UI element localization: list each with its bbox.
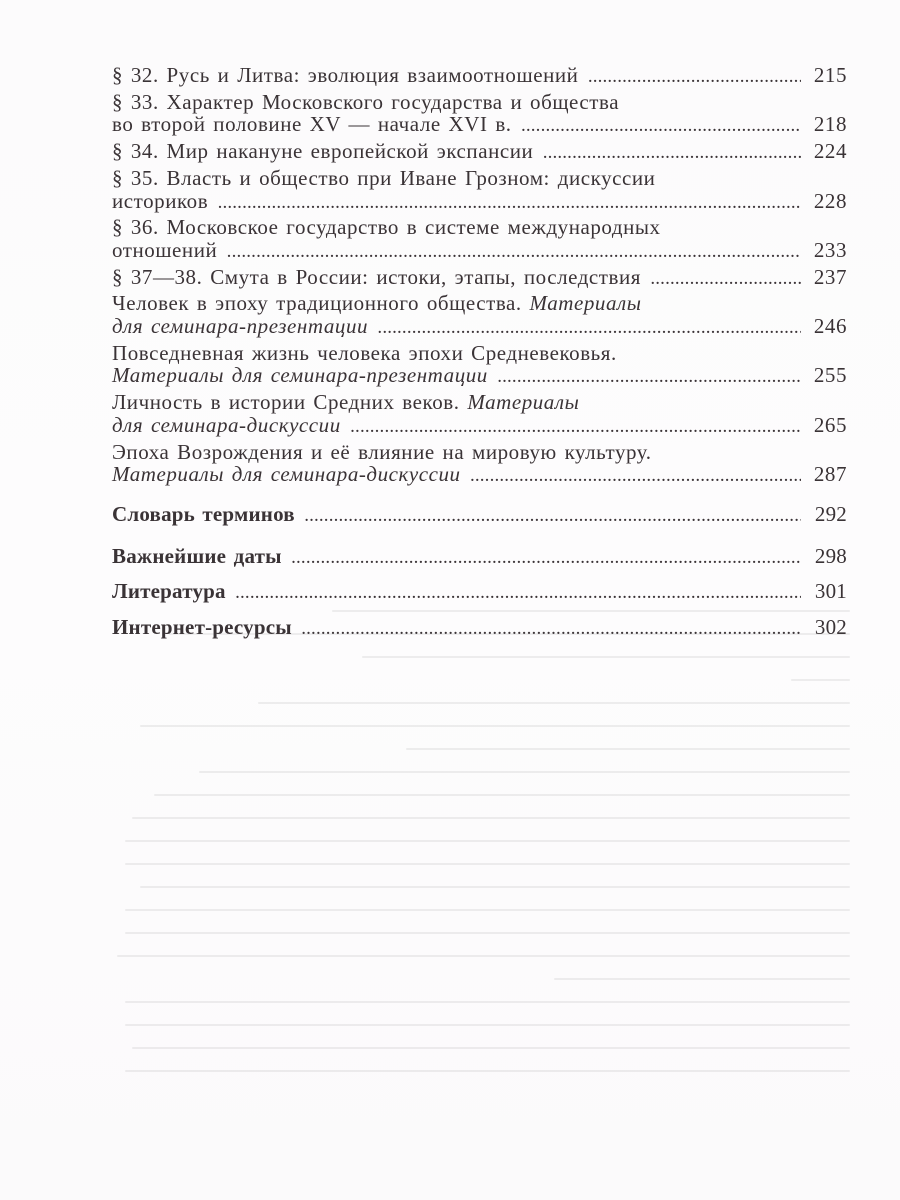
toc-entry-title — [112, 391, 579, 414]
bleed-line — [125, 840, 850, 842]
toc-entry-title: Важнейшие даты — [112, 543, 282, 568]
dot-leader — [651, 270, 801, 293]
toc-entry-33[interactable] — [112, 91, 847, 140]
dot-leader — [543, 144, 801, 167]
bleed-line — [125, 863, 850, 865]
toc-entry-32[interactable] — [112, 64, 847, 91]
toc-line — [112, 364, 847, 391]
bleed-line — [125, 909, 850, 911]
bleed-line — [132, 817, 850, 819]
toc-entry-title-cont: для семинара-презентации — [112, 314, 369, 339]
toc-page-number: 255 — [813, 363, 847, 388]
dot-leader — [305, 507, 801, 530]
toc-line — [112, 64, 847, 91]
toc-line — [112, 113, 847, 140]
dot-leader — [498, 368, 801, 391]
toc-entry-internet-resources[interactable] — [112, 616, 847, 643]
toc-entry-seminar-renaissance[interactable] — [112, 441, 847, 490]
reverse-page-bleed-through — [110, 610, 850, 1110]
toc-page-number: 237 — [813, 264, 847, 289]
bleed-line — [140, 725, 850, 727]
bleed-line — [554, 978, 850, 980]
toc-entry-title-cont: Материалы для семинара-презентации — [112, 363, 488, 388]
toc-line — [112, 391, 847, 414]
toc-entry-title-cont: Материалы для семинара-дискуссии — [112, 462, 461, 487]
bleed-line — [125, 932, 850, 934]
toc-page-number: 218 — [813, 112, 847, 137]
toc-entry-title: § 34. Мир накануне европейской экспансии — [112, 139, 534, 164]
toc-page-number: 246 — [813, 314, 847, 339]
bleed-line — [362, 656, 850, 658]
toc-line — [112, 239, 847, 266]
toc-entry-title-cont: во второй половине XV — начале XVI в. — [112, 112, 512, 137]
toc-entry-title: § 36. Московское государство в системе международных — [112, 215, 661, 240]
bleed-line — [258, 702, 850, 704]
toc-entry-title: Повседневная жизнь человека эпохи Средневековья. — [112, 340, 617, 365]
toc-line — [112, 616, 847, 643]
toc-line — [112, 140, 847, 167]
toc-entry-title-cont: историков — [112, 188, 209, 213]
toc-line — [112, 315, 847, 342]
toc-entry-title: § 35. Власть и общество при Иване Грозном: дискуссии — [112, 165, 656, 190]
toc-entry-title: § 32. Русь и Литва: эволюция взаимоотношений — [112, 63, 579, 87]
toc-line — [112, 503, 847, 530]
toc-page-number: 265 — [813, 412, 847, 437]
toc-entry-literature[interactable] — [112, 580, 847, 607]
toc-entry-seminar-traditional-society[interactable] — [112, 292, 847, 341]
toc-entry-title-cont: для семинара-дискуссии — [112, 412, 341, 437]
toc-entry-title-italic: Материалы — [529, 291, 642, 316]
toc-entry-seminar-personality[interactable] — [112, 391, 847, 440]
toc-line — [112, 342, 847, 365]
bleed-line — [132, 1047, 850, 1049]
dot-leader — [227, 243, 801, 266]
dot-leader — [588, 68, 801, 91]
bleed-line — [125, 1024, 850, 1026]
toc-entry-34[interactable] — [112, 140, 847, 167]
toc-entry-title — [112, 292, 642, 315]
toc-line — [112, 545, 847, 572]
bleed-line — [125, 1070, 850, 1072]
toc-entry-title: § 33. Характер Московского государства и общества — [112, 89, 620, 114]
bleed-line — [791, 679, 850, 681]
bleed-line — [406, 748, 850, 750]
toc-entry-37-38[interactable] — [112, 266, 847, 293]
table-of-contents — [112, 64, 847, 643]
toc-entry-title: Интернет-ресурсы — [112, 615, 292, 640]
toc-entry-title-regular: Человек в эпоху традиционного общества. — [112, 291, 522, 316]
toc-page-number: 287 — [813, 462, 847, 487]
toc-entry-title-regular: Личность в истории Средних веков. — [112, 390, 460, 415]
toc-page-number: 302 — [814, 615, 847, 640]
toc-line — [112, 190, 847, 217]
dot-leader — [522, 117, 801, 140]
toc-page-number: 292 — [814, 501, 847, 526]
toc-page-number: 215 — [813, 63, 847, 87]
bleed-line — [140, 886, 850, 888]
toc-line — [112, 441, 847, 464]
toc-entry-title: Словарь терминов — [112, 501, 295, 526]
dot-leader — [302, 620, 801, 643]
toc-page-number: 301 — [814, 579, 847, 604]
dot-leader — [218, 194, 801, 217]
toc-line — [112, 414, 847, 441]
toc-entry-36[interactable] — [112, 216, 847, 265]
toc-entry-title: Литература — [112, 579, 226, 604]
toc-entry-title-italic: Материалы — [467, 390, 580, 415]
toc-line — [112, 292, 847, 315]
toc-line — [112, 91, 847, 114]
bleed-line — [125, 1001, 850, 1003]
toc-entry-seminar-everyday-life[interactable] — [112, 342, 847, 391]
bleed-line — [154, 794, 850, 796]
toc-entry-title: Эпоха Возрождения и её влияние на мировую культуру. — [112, 439, 652, 464]
toc-page-number: 228 — [813, 188, 847, 213]
toc-entry-35[interactable] — [112, 167, 847, 216]
toc-line — [112, 463, 847, 490]
toc-line — [112, 216, 847, 239]
dot-leader — [292, 549, 801, 572]
toc-line — [112, 167, 847, 190]
dot-leader — [351, 418, 801, 441]
toc-page-number: 233 — [813, 237, 847, 262]
toc-page-number: 224 — [813, 139, 847, 164]
bleed-line — [117, 955, 850, 957]
toc-line — [112, 580, 847, 607]
bleed-line — [199, 771, 850, 773]
dot-leader — [236, 584, 801, 607]
toc-entry-title-cont: отношений — [112, 237, 218, 262]
toc-line — [112, 266, 847, 293]
toc-entry-glossary[interactable] — [112, 503, 847, 530]
dot-leader — [378, 319, 801, 342]
toc-entry-title: § 37—38. Смута в России: истоки, этапы, последствия — [112, 264, 641, 289]
toc-page-number: 298 — [814, 543, 847, 568]
toc-entry-key-dates[interactable] — [112, 545, 847, 572]
dot-leader — [471, 467, 801, 490]
